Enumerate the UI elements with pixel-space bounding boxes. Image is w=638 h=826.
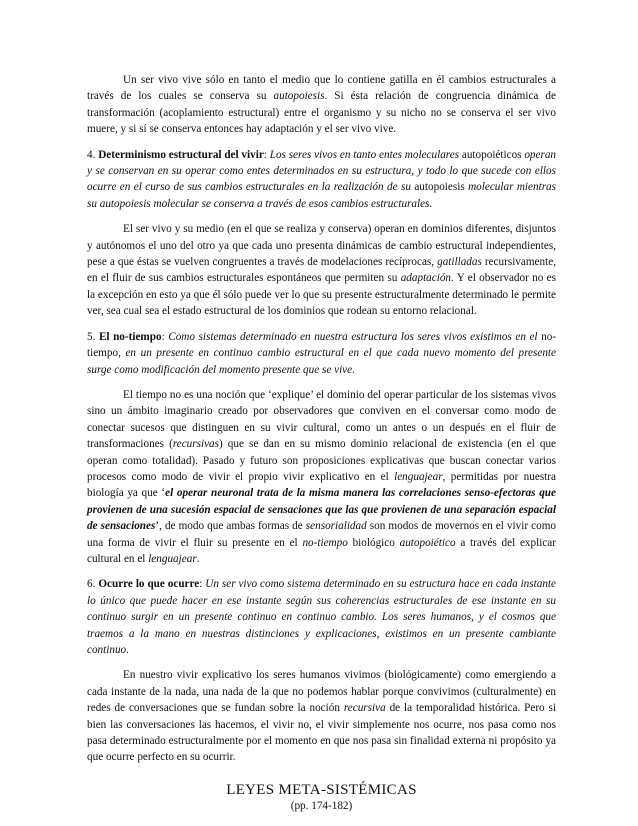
paragraph-being-and-medium: El ser vivo y su medio (en el que se realiza y conserva) operan en dominios diferentes, disjuntos y autónomos el uno del otro ya que cada uno presenta dinámicas de cambio estructural independientes, pese a que éstas se vuelven congruentes a través de modelaciones recíprocas, gatilladas recursivamente, en el fluir de sus cambios estructurales espontáneos que permiten su adaptación. Y el observador no es la excepción en esto ya que él sólo puede ver lo que su presente estructuralmente determinado le permite ver, sea cual sea el estado estructural de los dominios que rodean su entorno relacional. [87, 223, 556, 318]
law-6-what-happens: 6. Ocurre lo que ocurre: Un ser vivo como sistema determinado en su estructura hace en cada instante lo único que puede hacer en ese instante según sus coherencias estructurales de ese instante en su continuo surgir en un presente continuo en continuo cambio. Los seres humanos, y el cosmos que traemos a la mano en nuestras distinciones y explicaciones, existimos en un presente cambiante continuo. [87, 578, 557, 656]
paragraph-time-notion: El tiempo no es una noción que ‘explique’ el dominio del operar particular de los sistemas vivos sino un ámbito imaginario creado por observadores que conviven en el conversar como modo de conectar sucesos que distinguen en su vivir cultural, como un antes o un después en el fluir de transformaciones (recursivas) que se dan en su mismo dominio relacional de existencia (en el que operan como totalidad). Pasado y futuro son proposiciones explicativas que buscan conectar varios procesos como modo de vivir el propio vivir explicativo en el lenguajear, permitidas por nuestra biología ya que ‘el operar neuronal trata de la misma manera las correlaciones senso-efectoras que provienen de una sucesión espacial de sensaciones que las que provienen de una separación espacial de sensaciones’, de modo que ambas formas de sensorialidad son modos de movernos en el vivir como una forma de vivir el fluir su presente en el no-tiempo biológico autopoiético a través del explicar cultural en el lenguajear. [87, 388, 557, 565]
law-title: El no-tiempo [98, 330, 162, 343]
law-5-no-time: 5. El no-tiempo: Como sistemas determinado en nuestra estructura los seres vivos existimos en el no-tiempo, en un presente en continuo cambio estructural en el que cada nuevo momento del presente surge como modificación del momento presente que se vive. [87, 330, 557, 376]
law-4-structural-determinism: 4. Determinismo estructural del vivir: Los seres vivos en tanto entes moleculares autopoiéticos operan y se conservan en su operar como entes determinados en su estructura, y todo lo que sucede con ellos ocurre en el curso de sus cambios estructurales en la realización de su autopoiesis molecular mientras su autopoiesis molecular se conserva a través de esos cambios estructurales. [87, 148, 557, 210]
section-page-range: (pp. 174-182) [290, 799, 353, 812]
section-heading: LEYES META-SISTÉMICAS [226, 781, 417, 798]
law-title: Determinismo estructural del vivir [98, 148, 264, 161]
paragraph-autopoiesis-adaptation: Un ser vivo vive sólo en tanto el medio que lo contiene gatilla en él cambios estructurales a través de los cuales se conserva su autopoiesis. Si ésta relación de congruencia dinámica de transformación (acoplamiento estructural) entre el organismo y su nicho no se conserva el ser vivo muere, y si sí se conserva entonces hay adaptación y el ser vivo vive. [87, 74, 556, 136]
paragraph-explanatory-living: En nuestro vivir explicativo los seres humanos vivimos (biológicamente) como emergiendo a cada instante de la nada, una nada de la que no podemos hablar porque convivimos (culturalmente) en redes de conversaciones que se fundan sobre la noción recursiva de la temporalidad histórica. Pero si bien las conversaciones las hacemos, el vivir no, el vivir simplemente nos ocurre, nos pasa como nos pasa determinado estructuralmente por el momento en que nos pasa sin finalidad externa ni propósito ya que ocurre perfecto en su ocurrir. [87, 669, 556, 764]
law-title: Ocurre lo que ocurre [98, 578, 200, 591]
